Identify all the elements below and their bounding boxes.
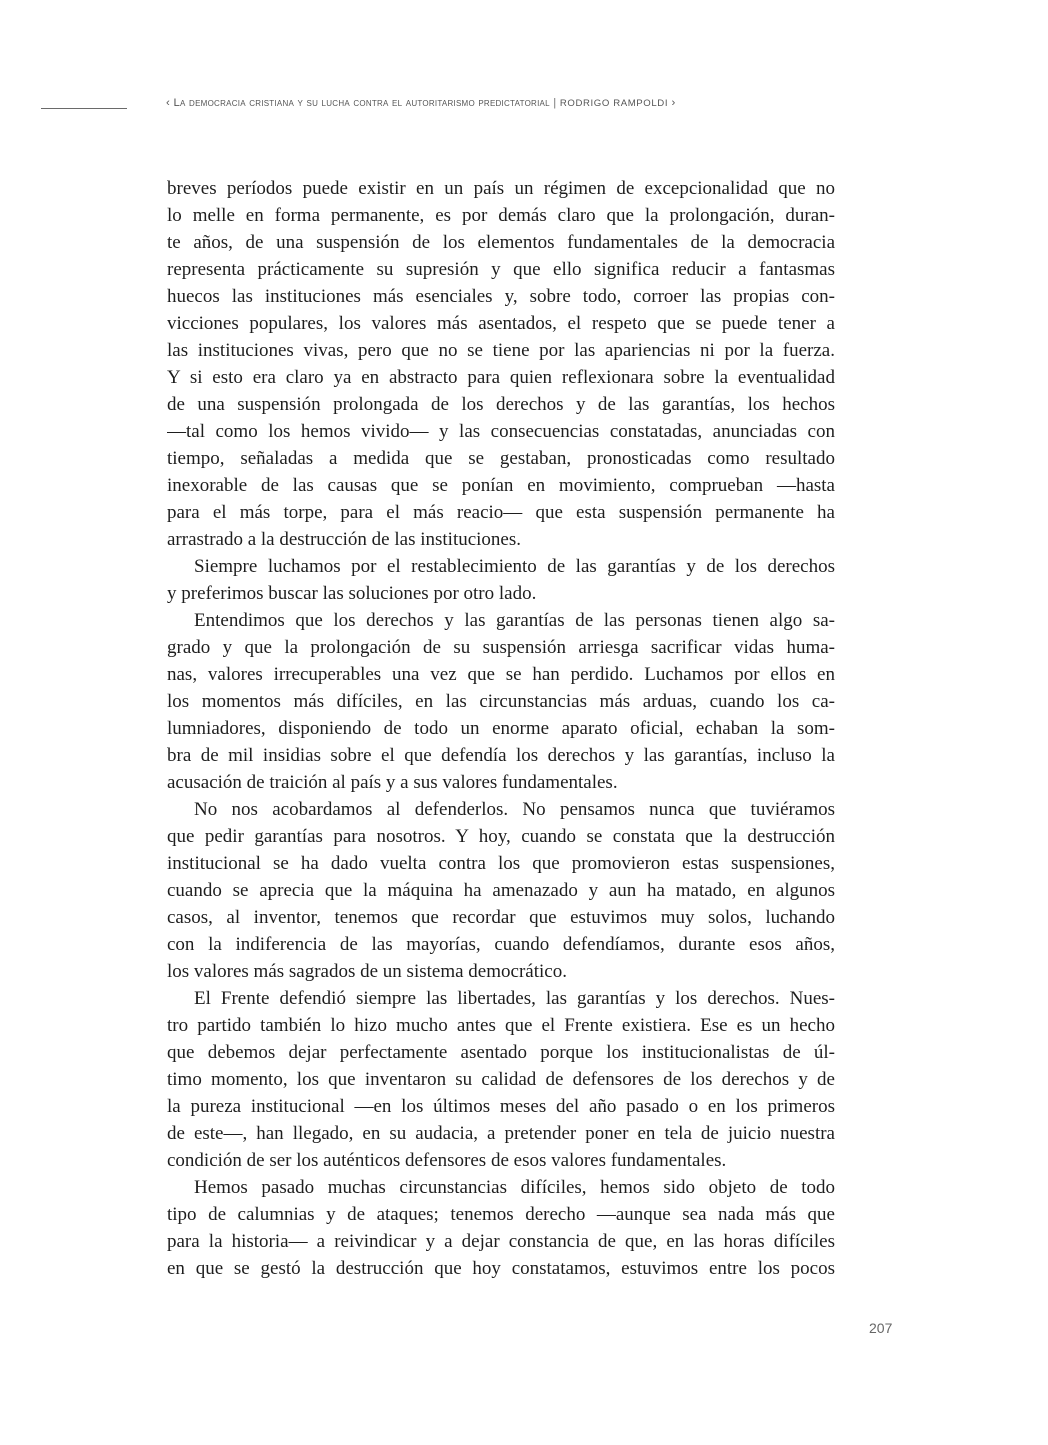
paragraph (167, 1174, 835, 1282)
header-rule (41, 108, 127, 109)
text-line: vicciones populares, los valores más asentados, el respeto que se puede tener a (167, 313, 835, 334)
text-line: que debemos dejar perfectamente asentado porque los institucionalistas de úl- (167, 1042, 835, 1063)
paragraph (167, 175, 835, 553)
text-line: lo melle en forma permanente, es por demás claro que la prolongación, duran- (167, 205, 835, 226)
text-line: cuando se aprecia que la máquina ha amenazado y aun ha matado, en algunos (167, 880, 835, 901)
text-line: El Frente defendió siempre las libertades, las garantías y los derechos. Nues- (194, 988, 835, 1009)
text-line: timo momento, los que inventaron su calidad de defensores de los derechos y de (167, 1069, 835, 1090)
page-number: 207 (869, 1320, 893, 1336)
text-line: bra de mil insidias sobre el que defendía los derechos y las garantías, incluso la (167, 745, 835, 766)
body-text (167, 175, 835, 1282)
running-head-title: La democracia cristiana y su lucha contra el autoritarismo predictatorial (173, 97, 550, 109)
paragraph (167, 796, 835, 985)
text-line: institucional se ha dado vuelta contra los que promovieron estas suspensiones, (167, 853, 835, 874)
text-line: para el más torpe, para el más reacio— que esta suspensión permanente ha (167, 502, 835, 523)
running-head (166, 97, 846, 109)
text-line: las instituciones vivas, pero que no se tiene por las apariencias ni por la fuerza. (167, 340, 835, 361)
running-head-open: ‹ (166, 97, 174, 109)
text-line: casos, al inventor, tenemos que recordar que estuvimos muy solos, luchando (167, 907, 835, 928)
running-head-separator: | (549, 97, 560, 109)
text-line: —tal como los hemos vivido— y las consecuencias constatadas, anunciadas con (167, 421, 835, 442)
text-line: grado y que la prolongación de su suspensión arriesga sacrificar vidas huma- (167, 637, 835, 658)
text-line: huecos las instituciones más esenciales y, sobre todo, corroer las propias con- (167, 286, 835, 307)
text-line: para la historia— a reivindicar y a dejar constancia de que, en las horas difíciles (167, 1231, 835, 1252)
text-line: tro partido también lo hizo mucho antes que el Frente existiera. Ese es un hecho (167, 1015, 835, 1036)
text-line: tipo de calumnias y de ataques; tenemos derecho —aunque sea nada más que (167, 1204, 835, 1225)
text-line: con la indiferencia de las mayorías, cuando defendíamos, durante esos años, (167, 934, 835, 955)
paragraph (167, 985, 835, 1174)
text-line: No nos acobardamos al defenderlos. No pensamos nunca que tuviéramos (194, 799, 835, 820)
text-line: de este—, han llegado, en su audacia, a pretender poner en tela de juicio nuestra (167, 1123, 835, 1144)
paragraph (167, 553, 835, 607)
running-head-close: › (668, 97, 676, 109)
text-line: Hemos pasado muchas circunstancias difíciles, hemos sido objeto de todo (194, 1177, 835, 1198)
paragraph (167, 607, 835, 796)
text-line: tiempo, señaladas a medida que se gestaban, pronosticadas como resultado (167, 448, 835, 469)
text-line: lumniadores, disponiendo de todo un enorme aparato oficial, echaban la som- (167, 718, 835, 739)
text-line: de una suspensión prolongada de los derechos y de las garantías, los hechos (167, 394, 835, 415)
text-line: Y si esto era claro ya en abstracto para quien reflexionara sobre la eventualidad (167, 367, 835, 388)
text-line: Siempre luchamos por el restablecimiento de las garantías y de los derechos (194, 556, 835, 577)
text-line: que pedir garantías para nosotros. Y hoy, cuando se constata que la destrucción (167, 826, 835, 847)
text-line: arrastrado a la destrucción de las instituciones. (167, 529, 522, 550)
text-line: inexorable de las causas que se ponían en movimiento, comprueban —hasta (167, 475, 835, 496)
text-line: los valores más sagrados de un sistema democrático. (167, 961, 567, 982)
text-line: acusación de traición al país y a sus valores fundamentales. (167, 772, 618, 793)
text-line: te años, de una suspensión de los elementos fundamentales de la democracia (167, 232, 835, 253)
text-line: breves períodos puede existir en un país un régimen de excepcionalidad que no (167, 178, 835, 199)
text-line: los momentos más difíciles, en las circunstancias más arduas, cuando los ca- (167, 691, 835, 712)
text-line: la pureza institucional —en los últimos meses del año pasado o en los primeros (167, 1096, 835, 1117)
running-head-author: RODRIGO RAMPOLDI (559, 98, 669, 109)
text-line: condición de ser los auténticos defensores de esos valores fundamentales. (167, 1150, 727, 1171)
text-line: y preferimos buscar las soluciones por otro lado. (167, 583, 537, 604)
text-line: nas, valores irrecuperables una vez que se han perdido. Luchamos por ellos en (167, 664, 835, 685)
text-line: en que se gestó la destrucción que hoy constatamos, estuvimos entre los pocos (167, 1258, 835, 1279)
text-line: Entendimos que los derechos y las garantías de las personas tienen algo sa- (194, 610, 835, 631)
text-line: representa prácticamente su supresión y que ello significa reducir a fantasmas (167, 259, 835, 280)
